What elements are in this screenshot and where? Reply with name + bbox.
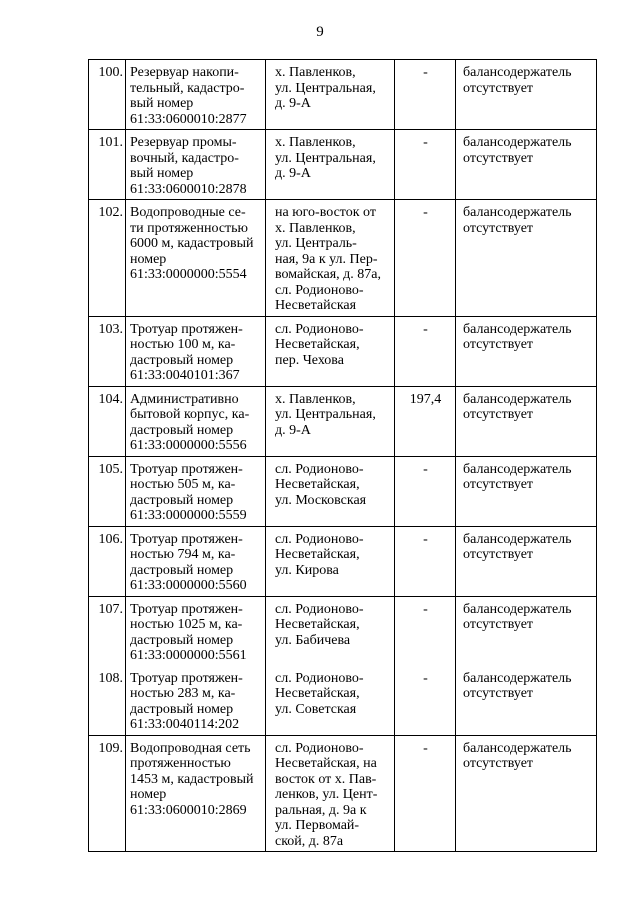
table-row: [89, 526, 597, 596]
object-area: -: [395, 200, 456, 317]
object-address: на юго-восток от х. Павленков, ул. Централь- ная, 9а к ул. Пер- вомайская, д. 87а, сл. Родионово- Несветайская: [266, 200, 395, 317]
balance-holder: балансодержатель отсутствует: [456, 526, 597, 596]
object-name: Водопроводные се- ти протяженностью 6000 м, кадастровый номер 61:33:0000000:5554: [126, 200, 266, 317]
object-name: Резервуар промы- вочный, кадастро- вый номер 61:33:0600010:2878: [126, 130, 266, 200]
object-name: Резервуар накопи- тельный, кадастро- вый номер 61:33:0600010:2877: [126, 60, 266, 130]
table-row: [89, 60, 597, 130]
object-address: сл. Родионово- Несветайская, ул. Бабичева: [266, 596, 395, 666]
balance-holder: балансодержатель отсутствует: [456, 596, 597, 666]
table-row: [89, 130, 597, 200]
table-row: [89, 456, 597, 526]
object-address: сл. Родионово- Несветайская, на восток от х. Пав- ленков, ул. Цент- ральная, д. 9а к ул. Первомай- ской, д. 87а: [266, 735, 395, 852]
object-address: х. Павленков, ул. Центральная, д. 9-А: [266, 60, 395, 130]
table-row: [89, 735, 597, 852]
balance-holder: балансодержатель отсутствует: [456, 130, 597, 200]
property-registry-table: [88, 59, 597, 852]
row-number: 102.: [89, 200, 126, 317]
table-row: [89, 200, 597, 317]
row-number: 103.: [89, 316, 126, 386]
object-name: Тротуар протяжен- ностью 794 м, ка- дастровый номер 61:33:0000000:5560: [126, 526, 266, 596]
object-address: сл. Родионово- Несветайская, ул. Кирова: [266, 526, 395, 596]
table-row: [89, 316, 597, 386]
row-number: 106.: [89, 526, 126, 596]
balance-holder: балансодержатель отсутствует: [456, 456, 597, 526]
row-number: 107.: [89, 596, 126, 666]
object-area: -: [395, 316, 456, 386]
row-number: 109.: [89, 735, 126, 852]
object-address: х. Павленков, ул. Центральная, д. 9-А: [266, 386, 395, 456]
table-row: [89, 666, 597, 736]
row-number: 105.: [89, 456, 126, 526]
object-address: х. Павленков, ул. Центральная, д. 9-А: [266, 130, 395, 200]
object-name: Тротуар протяжен- ностью 505 м, ка- дастровый номер 61:33:0000000:5559: [126, 456, 266, 526]
object-name: Водопроводная сеть протяженностью 1453 м, кадастровый номер 61:33:0600010:2869: [126, 735, 266, 852]
table-row: [89, 596, 597, 666]
object-area: -: [395, 526, 456, 596]
object-area: 197,4: [395, 386, 456, 456]
balance-holder: балансодержатель отсутствует: [456, 386, 597, 456]
balance-holder: балансодержатель отсутствует: [456, 666, 597, 736]
object-address: сл. Родионово- Несветайская, пер. Чехова: [266, 316, 395, 386]
balance-holder: балансодержатель отсутствует: [456, 735, 597, 852]
balance-holder: балансодержатель отсутствует: [456, 200, 597, 317]
object-name: Тротуар протяжен- ностью 100 м, ка- дастровый номер 61:33:0040101:367: [126, 316, 266, 386]
object-area: -: [395, 60, 456, 130]
object-name: Тротуар протяжен- ностью 283 м, ка- дастровый номер 61:33:0040114:202: [126, 666, 266, 736]
page-number: 9: [316, 24, 324, 40]
object-area: -: [395, 130, 456, 200]
table-row: [89, 386, 597, 456]
object-address: сл. Родионово- Несветайская, ул. Московская: [266, 456, 395, 526]
row-number: 104.: [89, 386, 126, 456]
balance-holder: балансодержатель отсутствует: [456, 316, 597, 386]
row-number: 108.: [89, 666, 126, 736]
object-name: Административно бытовой корпус, ка- дастровый номер 61:33:0000000:5556: [126, 386, 266, 456]
row-number: 101.: [89, 130, 126, 200]
object-name: Тротуар протяжен- ностью 1025 м, ка- дастровый номер 61:33:0000000:5561: [126, 596, 266, 666]
object-area: -: [395, 666, 456, 736]
object-area: -: [395, 596, 456, 666]
balance-holder: балансодержатель отсутствует: [456, 60, 597, 130]
object-address: сл. Родионово- Несветайская, ул. Советская: [266, 666, 395, 736]
object-area: -: [395, 735, 456, 852]
row-number: 100.: [89, 60, 126, 130]
object-area: -: [395, 456, 456, 526]
